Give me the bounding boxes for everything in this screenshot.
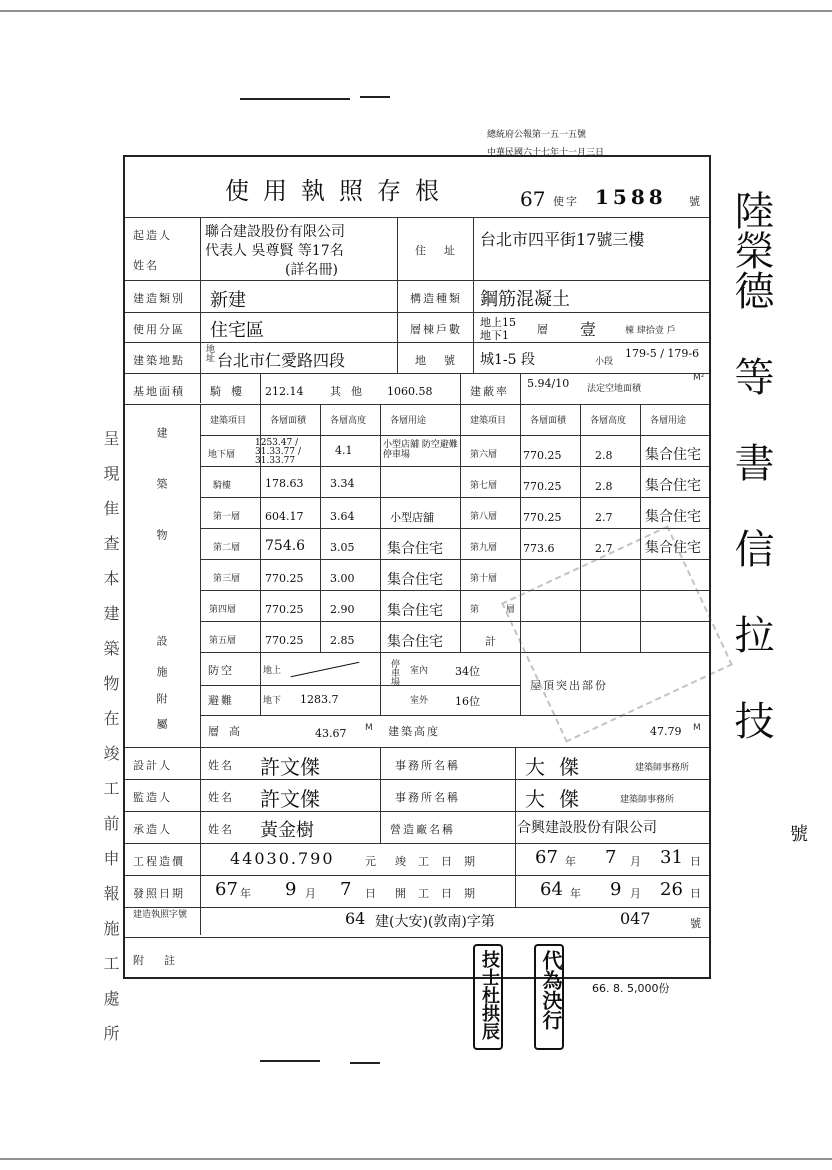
floor-name: 第五層 <box>209 636 237 646</box>
floors-up-value: 地上15 <box>480 316 516 329</box>
floor-use: 集合住宅 <box>645 478 701 494</box>
build-type-value: 新建 <box>210 290 246 311</box>
scan-noise-bottom1 <box>260 1060 320 1062</box>
vrule-item2 <box>520 373 521 715</box>
floor-name: 第九層 <box>470 543 498 553</box>
permit-number-suffix: 號 <box>689 195 702 208</box>
completion-month-unit: 月 <box>630 855 643 868</box>
rule-designer <box>125 747 709 748</box>
contractor-label: 承造人 <box>133 823 172 836</box>
start-month-unit: 月 <box>630 887 643 900</box>
floor-height-label: 層高 <box>208 725 250 738</box>
gazette-stamp-line2: 中華民國六十七年十一月三日 <box>487 148 605 158</box>
coverage-value: 5.94/10 <box>527 377 570 390</box>
rule-cost <box>125 843 709 844</box>
outdoor-label: 室外 <box>410 696 429 706</box>
permit-number-prefix: 67 <box>520 187 546 211</box>
floor-area: 178.63 <box>265 477 304 490</box>
structure-value: 鋼筋混凝土 <box>480 289 570 310</box>
applicant-label-bottom: 姓名 <box>133 259 159 272</box>
start-year-unit: 年 <box>570 887 583 900</box>
completion-year: 67 <box>535 847 558 868</box>
floor-area: 770.25 <box>523 480 562 493</box>
rule-supervisor <box>125 779 709 780</box>
floors-layer-label: 層 <box>537 323 550 336</box>
scan-noise-top <box>0 10 832 12</box>
floor-area: 770.25 <box>523 449 562 462</box>
cost-unit: 元 <box>365 855 378 868</box>
floor-height: 3.34 <box>330 477 355 490</box>
header-use-left: 各層用途 <box>390 416 427 426</box>
floor-name: 地下層 <box>208 450 236 460</box>
floor-use: 集合住宅 <box>645 447 701 463</box>
floor-name: 第一層 <box>213 512 241 522</box>
issue-month-unit: 月 <box>305 887 318 900</box>
floor-name: 第二層 <box>213 543 241 553</box>
supervisor-name-label: 姓名 <box>208 791 234 804</box>
permit-number-char: 使字 <box>553 195 579 208</box>
contractor-company-label: 營造廠名稱 <box>390 823 455 836</box>
floor-name: 計 <box>485 635 498 648</box>
technician-stamp <box>473 944 503 1050</box>
floor-name: 第六層 <box>470 450 498 460</box>
scan-noise-dash2 <box>360 96 390 98</box>
rule-contractor <box>125 811 709 812</box>
vrule-mid <box>397 217 398 373</box>
completion-day-unit: 日 <box>690 855 703 868</box>
roof-label: 屋頂突出部份 <box>530 679 608 692</box>
issue-label: 發照日期 <box>133 887 185 900</box>
vrule-use <box>460 373 461 652</box>
rule-zone <box>125 342 709 343</box>
completion-label: 竣工日期 <box>395 855 487 868</box>
right-margin-handwriting: 陸榮德 等 書 信 拉 技 <box>728 190 774 740</box>
floor-height: 2.8 <box>595 480 613 493</box>
supervisor-office: 大傑 <box>525 787 593 811</box>
floor-height-value: 43.67 <box>315 727 347 740</box>
technician-stamp-text: 技士杜拱辰 <box>479 950 500 1040</box>
scan-noise-dash1 <box>240 98 350 100</box>
floor-height: 3.05 <box>330 541 355 554</box>
address-label: 住址 <box>415 244 473 257</box>
designer-office: 大傑 <box>525 755 593 779</box>
shelter-under-label: 地下 <box>263 696 282 706</box>
scan-noise-bottom3 <box>0 1158 832 1160</box>
address-value: 台北市四平街17號三樓 <box>480 230 645 249</box>
rule-shelter <box>200 685 520 686</box>
cost-label: 工程造價 <box>133 855 185 868</box>
floor-use: 集合住宅 <box>645 509 701 525</box>
issue-year: 67 <box>215 879 238 900</box>
vrule-height <box>380 404 381 715</box>
supervisor-office-suffix: 建築師事務所 <box>620 795 675 805</box>
start-label: 開工日期 <box>395 887 487 900</box>
floor-name: 第十層 <box>470 574 498 584</box>
building-height-label: 建築高度 <box>388 725 440 738</box>
location-label: 建築地點 <box>133 354 185 367</box>
floor-use: 小型店舖 防空避難 停車場 <box>383 440 458 460</box>
form-title: 使用執照存根 <box>225 177 453 205</box>
building-height-unit: M <box>693 723 701 733</box>
shelter-under-value: 1283.7 <box>300 693 339 706</box>
floor-height-unit: M <box>365 723 373 733</box>
floor-area: 754.6 <box>265 538 306 554</box>
issue-month: 9 <box>285 879 297 900</box>
floor-name: 第 層 <box>470 605 527 615</box>
permit-label: 建造執照字號 <box>133 910 188 920</box>
floor-height: 2.7 <box>595 511 613 524</box>
floor-area: 773.6 <box>523 542 555 555</box>
completion-year-unit: 年 <box>565 855 578 868</box>
zone-value: 住宅區 <box>210 320 264 341</box>
arcade-value: 212.14 <box>265 385 304 398</box>
issue-day: 7 <box>340 879 352 900</box>
floor-use: 集合住宅 <box>387 603 443 619</box>
print-run-note: 66. 8. 5,000份 <box>592 982 670 995</box>
parking-label: 停車場 <box>389 659 399 686</box>
vrule-bottom-label <box>200 747 201 935</box>
floor-height: 2.8 <box>595 449 613 462</box>
vrule-mid2 <box>473 217 474 373</box>
rule-title <box>125 217 709 218</box>
left-margin-notes: 呈 現 隹 查 本 建 築 物 在 竣 工 前 申 報 施 工 處 所 <box>101 430 120 1041</box>
floor-area: 770.25 <box>523 511 562 524</box>
indoor-value: 34位 <box>455 665 480 678</box>
gazette-stamp-line1: 總統府公報第一五一五號 <box>487 130 587 140</box>
applicant-value-line1: 聯合建設股份有限公司 <box>205 224 345 240</box>
building-count-value: 壹 <box>580 320 597 339</box>
outdoor-value: 16位 <box>455 695 480 708</box>
floor-height: 2.90 <box>330 603 355 616</box>
supervisor-office-label: 事務所名稱 <box>395 791 460 804</box>
floors-households-label: 層棟戶數 <box>410 323 462 336</box>
rule-permit <box>125 907 709 908</box>
designer-label: 設計人 <box>133 759 172 772</box>
zone-label: 使用分區 <box>133 323 185 336</box>
rule-row3 <box>200 528 709 529</box>
floor-area: 770.25 <box>265 634 304 647</box>
lot-small-label: 小段 <box>595 357 614 367</box>
lot-section: 城1-5 段 <box>480 352 535 368</box>
other-label: 其他 <box>330 385 372 398</box>
start-day: 26 <box>660 879 683 900</box>
permit-number: 047 <box>620 909 651 928</box>
rule-build-type <box>125 312 709 313</box>
building-height-value: 47.79 <box>650 725 682 738</box>
rule-areas <box>125 404 709 405</box>
scan-noise-bottom2 <box>350 1062 380 1064</box>
contractor-name: 黃金樹 <box>260 820 314 841</box>
completion-month: 7 <box>605 847 617 868</box>
arcade-label: 騎樓 <box>210 385 252 398</box>
start-year: 64 <box>540 879 563 900</box>
shelter-label-1: 防空 <box>208 664 234 677</box>
floor-height: 3.64 <box>330 510 355 523</box>
header-area-left: 各層面積 <box>270 416 307 426</box>
vrule-bldg-left <box>200 404 201 747</box>
completion-day: 31 <box>660 847 683 868</box>
permit-number: 1588 <box>595 185 667 209</box>
floor-use: 集合住宅 <box>387 541 443 557</box>
floor-use: 小型店舖 <box>390 511 434 524</box>
vrule-item <box>260 373 261 715</box>
designer-name: 許文傑 <box>260 755 320 779</box>
floor-name: 第八層 <box>470 512 498 522</box>
structure-label: 構造種類 <box>410 292 462 305</box>
floor-height: 4.1 <box>335 444 353 457</box>
header-height-left: 各層高度 <box>330 416 367 426</box>
header-use-right: 各層用途 <box>650 416 687 426</box>
floor-name: 騎樓 <box>213 481 232 491</box>
applicant-value-line3: (詳名冊) <box>285 262 338 278</box>
coverage-label: 建蔽率 <box>470 385 509 398</box>
delegated-decision-stamp <box>534 944 564 1050</box>
floor-name: 第四層 <box>209 605 237 615</box>
floor-area: 604.17 <box>265 510 304 523</box>
shelter-label-2: 避難 <box>208 694 234 707</box>
rule-location <box>125 373 709 374</box>
designer-office-suffix: 建築師事務所 <box>635 763 690 773</box>
vrule-bottom-mid2 <box>515 747 516 907</box>
contractor-company: 合興建設股份有限公司 <box>517 820 657 836</box>
floor-name: 第三層 <box>213 574 241 584</box>
floor-name: 第七層 <box>470 481 498 491</box>
attached-side-label: 附屬 <box>155 693 168 743</box>
floor-height: 2.85 <box>330 634 355 647</box>
contractor-name-label: 姓名 <box>208 823 234 836</box>
rule-headers <box>200 435 709 436</box>
permit-number-suffix: 號 <box>690 917 703 930</box>
floor-height: 3.00 <box>330 572 355 585</box>
permit-mid: 建(大安)(敦南)字第 <box>375 914 495 930</box>
rule-issue <box>125 875 709 876</box>
header-item-left: 建築項目 <box>210 416 247 426</box>
usage-permit-stub-form <box>123 155 711 979</box>
lot-numbers: 179-5 / 179-6 <box>625 347 700 360</box>
shelter-ground-label: 地上 <box>263 666 282 676</box>
rule-remarks <box>125 937 709 938</box>
rule-row1 <box>200 466 709 467</box>
floor-height: 2.7 <box>595 542 613 555</box>
site-area-label: 基地面積 <box>133 385 185 398</box>
vrule-label-col <box>200 217 201 403</box>
right-margin-number-suffix: 號 <box>790 824 808 845</box>
floor-use: 集合住宅 <box>645 540 701 556</box>
supervisor-name: 許文傑 <box>260 787 320 811</box>
issue-year-unit: 年 <box>240 887 253 900</box>
rule-applicant <box>125 280 709 281</box>
header-height-right: 各層高度 <box>590 416 627 426</box>
applicant-value-line2: 代表人 吳尊賢 等17名 <box>205 243 344 259</box>
vrule-bottom-mid <box>380 747 381 843</box>
floors-down-value: 地下1 <box>480 329 509 342</box>
other-value: 1060.58 <box>387 385 433 398</box>
delegated-decision-stamp-text: 代為決行 <box>539 950 563 1030</box>
designer-name-label: 姓名 <box>208 759 234 772</box>
facilities-side-label: 設施 <box>155 635 168 697</box>
lot-label: 地號 <box>415 354 473 367</box>
permit-year: 64 <box>345 909 366 928</box>
households-value: 棟 肆拾壹 戶 <box>625 326 676 336</box>
location-value: 台北市仁愛路四段 <box>217 351 346 370</box>
floor-area: 770.25 <box>265 603 304 616</box>
start-day-unit: 日 <box>690 887 703 900</box>
header-item-right: 建築項目 <box>470 416 507 426</box>
cost-value: 44030.790 <box>230 849 335 868</box>
floor-area: 1253.47 / 31.33.77 / 31.33.77 <box>255 438 301 466</box>
indoor-label: 室內 <box>410 666 429 676</box>
location-sub-label: 地址 <box>204 344 214 362</box>
applicant-label-top: 起造人 <box>133 229 172 242</box>
build-type-label: 建造類別 <box>133 292 185 305</box>
floor-area: 770.25 <box>265 572 304 585</box>
shelter-ground-dash <box>291 662 360 678</box>
unit-m2-areas: M² <box>693 373 705 383</box>
remarks-label: 附註 <box>133 954 195 967</box>
faint-seal-overlay <box>501 525 733 742</box>
designer-office-label: 事務所名稱 <box>395 759 460 772</box>
rule-row2 <box>200 497 709 498</box>
issue-day-unit: 日 <box>365 887 378 900</box>
supervisor-label: 監造人 <box>133 791 172 804</box>
required-open-area-label: 法定空地面積 <box>587 384 642 394</box>
start-month: 9 <box>610 879 622 900</box>
rule-floorheight <box>200 715 709 716</box>
floor-use: 集合住宅 <box>387 572 443 588</box>
floor-use: 集合住宅 <box>387 634 443 650</box>
header-area-right: 各層面積 <box>530 416 567 426</box>
building-side-label: 建築物 <box>155 427 168 580</box>
